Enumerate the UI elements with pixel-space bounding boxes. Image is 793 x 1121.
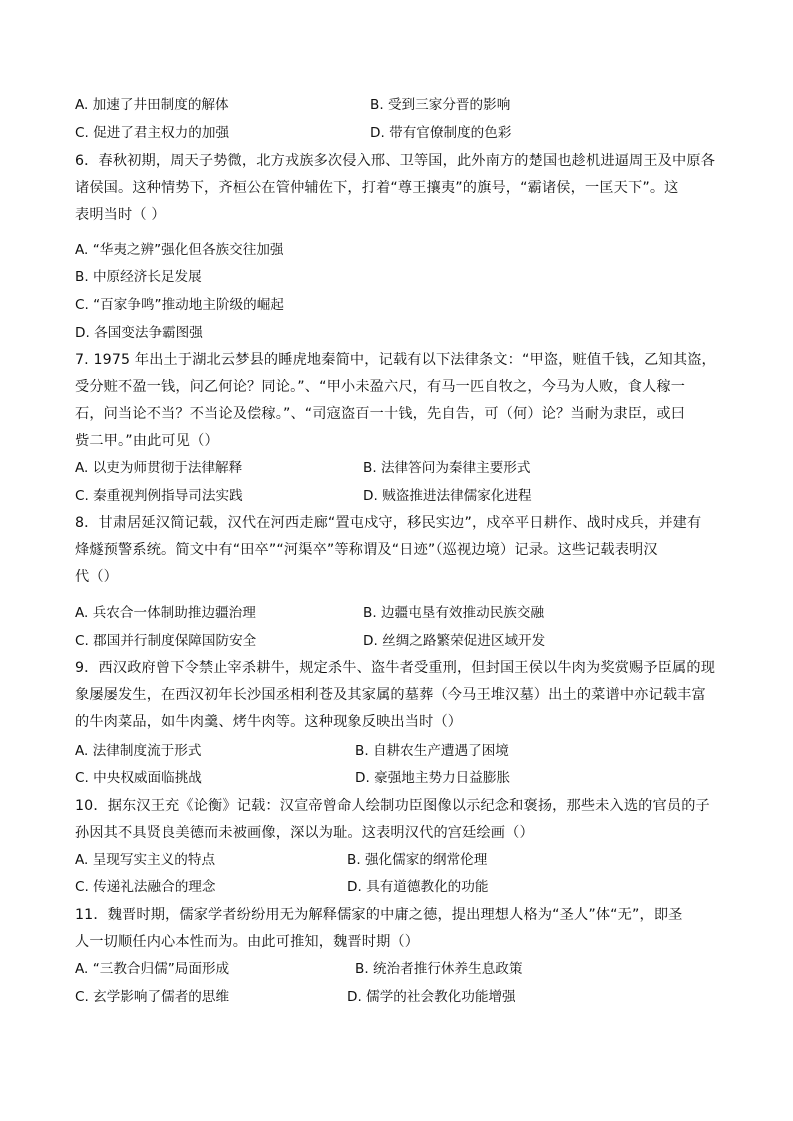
question-9-stem-line: 象屡屡发生，在西汉初年长沙国丞相利苍及其家属的墓葬（今马王堆汉墓）出土的菜谱中亦记载丰富 [75,687,706,703]
question-7-option-c: C. 秦重视判例指导司法实践 [75,488,243,504]
question-9-option-c: C. 中央权威面临挑战 [75,770,202,786]
question-6-stem-line: 6．春秋初期，周天子势微，北方戎族多次侵入邢、卫等国，此外南方的楚国也趁机进逼周王及中原各 [75,153,716,169]
question-8-stem-line: 烽燧预警系统。简文中有“田卒”“河渠卒”等称谓及“日迹”（巡视边境）记录。这些记载表明汉 [75,542,658,558]
question-9-stem-line: 的牛肉菜品，如牛肉羹、烤牛肉等。这种现象反映出当时（） [75,714,463,730]
question-8-option-c: C. 郡国并行制度保障国防安全 [75,633,257,649]
question-6-option-d: D. 各国变法争霸图强 [75,325,203,341]
question-7-option-a: A. 以吏为师贯彻于法律解释 [75,460,243,476]
question-8-option-d: D. 丝绸之路繁荣促进区域开发 [363,633,546,649]
question-8-stem-line: 8．甘肃居延汉简记载，汉代在河西走廊“置屯戍守，移民实边”，戍卒平日耕作、战时戍兵，并建有 [75,515,702,531]
question-9-option-a: A. 法律制度流于形式 [75,743,202,759]
question-10-option-d: D. 具有道德教化的功能 [347,879,489,895]
question-6-option-a: A. “华夷之辨”强化但各族交往加强 [75,242,284,258]
question-8-stem-line: 代（） [75,569,119,585]
question-10-option-c: C. 传递礼法融合的理念 [75,879,216,895]
question-11-option-d: D. 儒学的社会教化功能增强 [347,989,516,1005]
question-9-stem-line: 9．西汉政府曾下令禁止宰杀耕牛，规定杀牛、盗牛者受重刑，但封国王侯以牛肉为奖赏赐予臣属的现 [75,660,716,676]
option-c: C. 促进了君主权力的加强 [75,125,230,141]
question-11-option-c: C. 玄学影响了儒者的思维 [75,989,230,1005]
question-7-option-b: B. 法律答问为秦律主要形式 [363,460,531,476]
question-10-option-b: B. 强化儒家的纲常伦理 [347,852,488,868]
option-d: D. 带有官僚制度的色彩 [370,125,512,141]
question-10-option-a: A. 呈现写实主义的特点 [75,852,216,868]
question-7-stem-line: 受分赃不盈一钱，问乙何论？同论。”、“甲小未盈六尺，有马一匹自牧之，今马为人败，食人稼一 [75,379,686,395]
question-8-option-a: A. 兵农合一体制助推边疆治理 [75,605,256,621]
question-11-option-a: A. “三教合归儒”局面形成 [75,961,230,977]
question-11-option-b: B. 统治者推行休养生息政策 [355,961,523,977]
question-9-option-b: B. 自耕农生产遭遇了困境 [355,743,509,759]
question-7-stem-line: 赀二甲。”由此可见（） [75,433,219,449]
question-7-option-d: D. 贼盗推进法律儒家化进程 [363,488,532,504]
question-6-stem-line: 表明当时（ ） [75,207,166,223]
question-10-stem-line: 10．据东汉王充《论衡》记载：汉宣帝曾命人绘制功臣图像以示纪念和褒扬，那些未入选的官员的子 [75,798,710,814]
question-7-stem-line: 石，问当论不当？不当论及偿稼。”、“司寇盗百一十钱，先自告，可（何）论？当耐为隶臣，或曰 [75,406,686,422]
question-6-option-b: B. 中原经济长足发展 [75,269,202,285]
question-8-option-b: B. 边疆屯垦有效推动民族交融 [363,605,545,621]
option-a: A. 加速了井田制度的解体 [75,97,229,113]
question-10-stem-line: 孙因其不具贤良美德而未被画像，深以为耻。这表明汉代的宫廷绘画（） [75,825,534,841]
option-b: B. 受到三家分晋的影响 [370,97,511,113]
question-11-stem-line: 人一切顺任内心本性而为。由此可推知，魏晋时期（） [75,934,420,950]
question-6-option-c: C. “百家争鸣”推动地主阶级的崛起 [75,297,284,313]
question-7-stem-line: 7. 1975 年出土于湖北云梦县的睡虎地秦简中，记载有以下法律条文：“甲盗，赃值千钱，乙知其盗， [75,352,716,368]
question-9-option-d: D. 豪强地主势力日益膨胀 [355,770,511,786]
question-11-stem-line: 11．魏晋时期，儒家学者纷纷用无为解释儒家的中庸之德，提出理想人格为“圣人”体“无”，即圣 [75,907,683,923]
question-6-stem-line: 诸侯国。这种情势下，齐桓公在管仲辅佐下，打着“尊王攘夷”的旗号，“霸诸侯，一匡天下”。这 [75,180,679,196]
